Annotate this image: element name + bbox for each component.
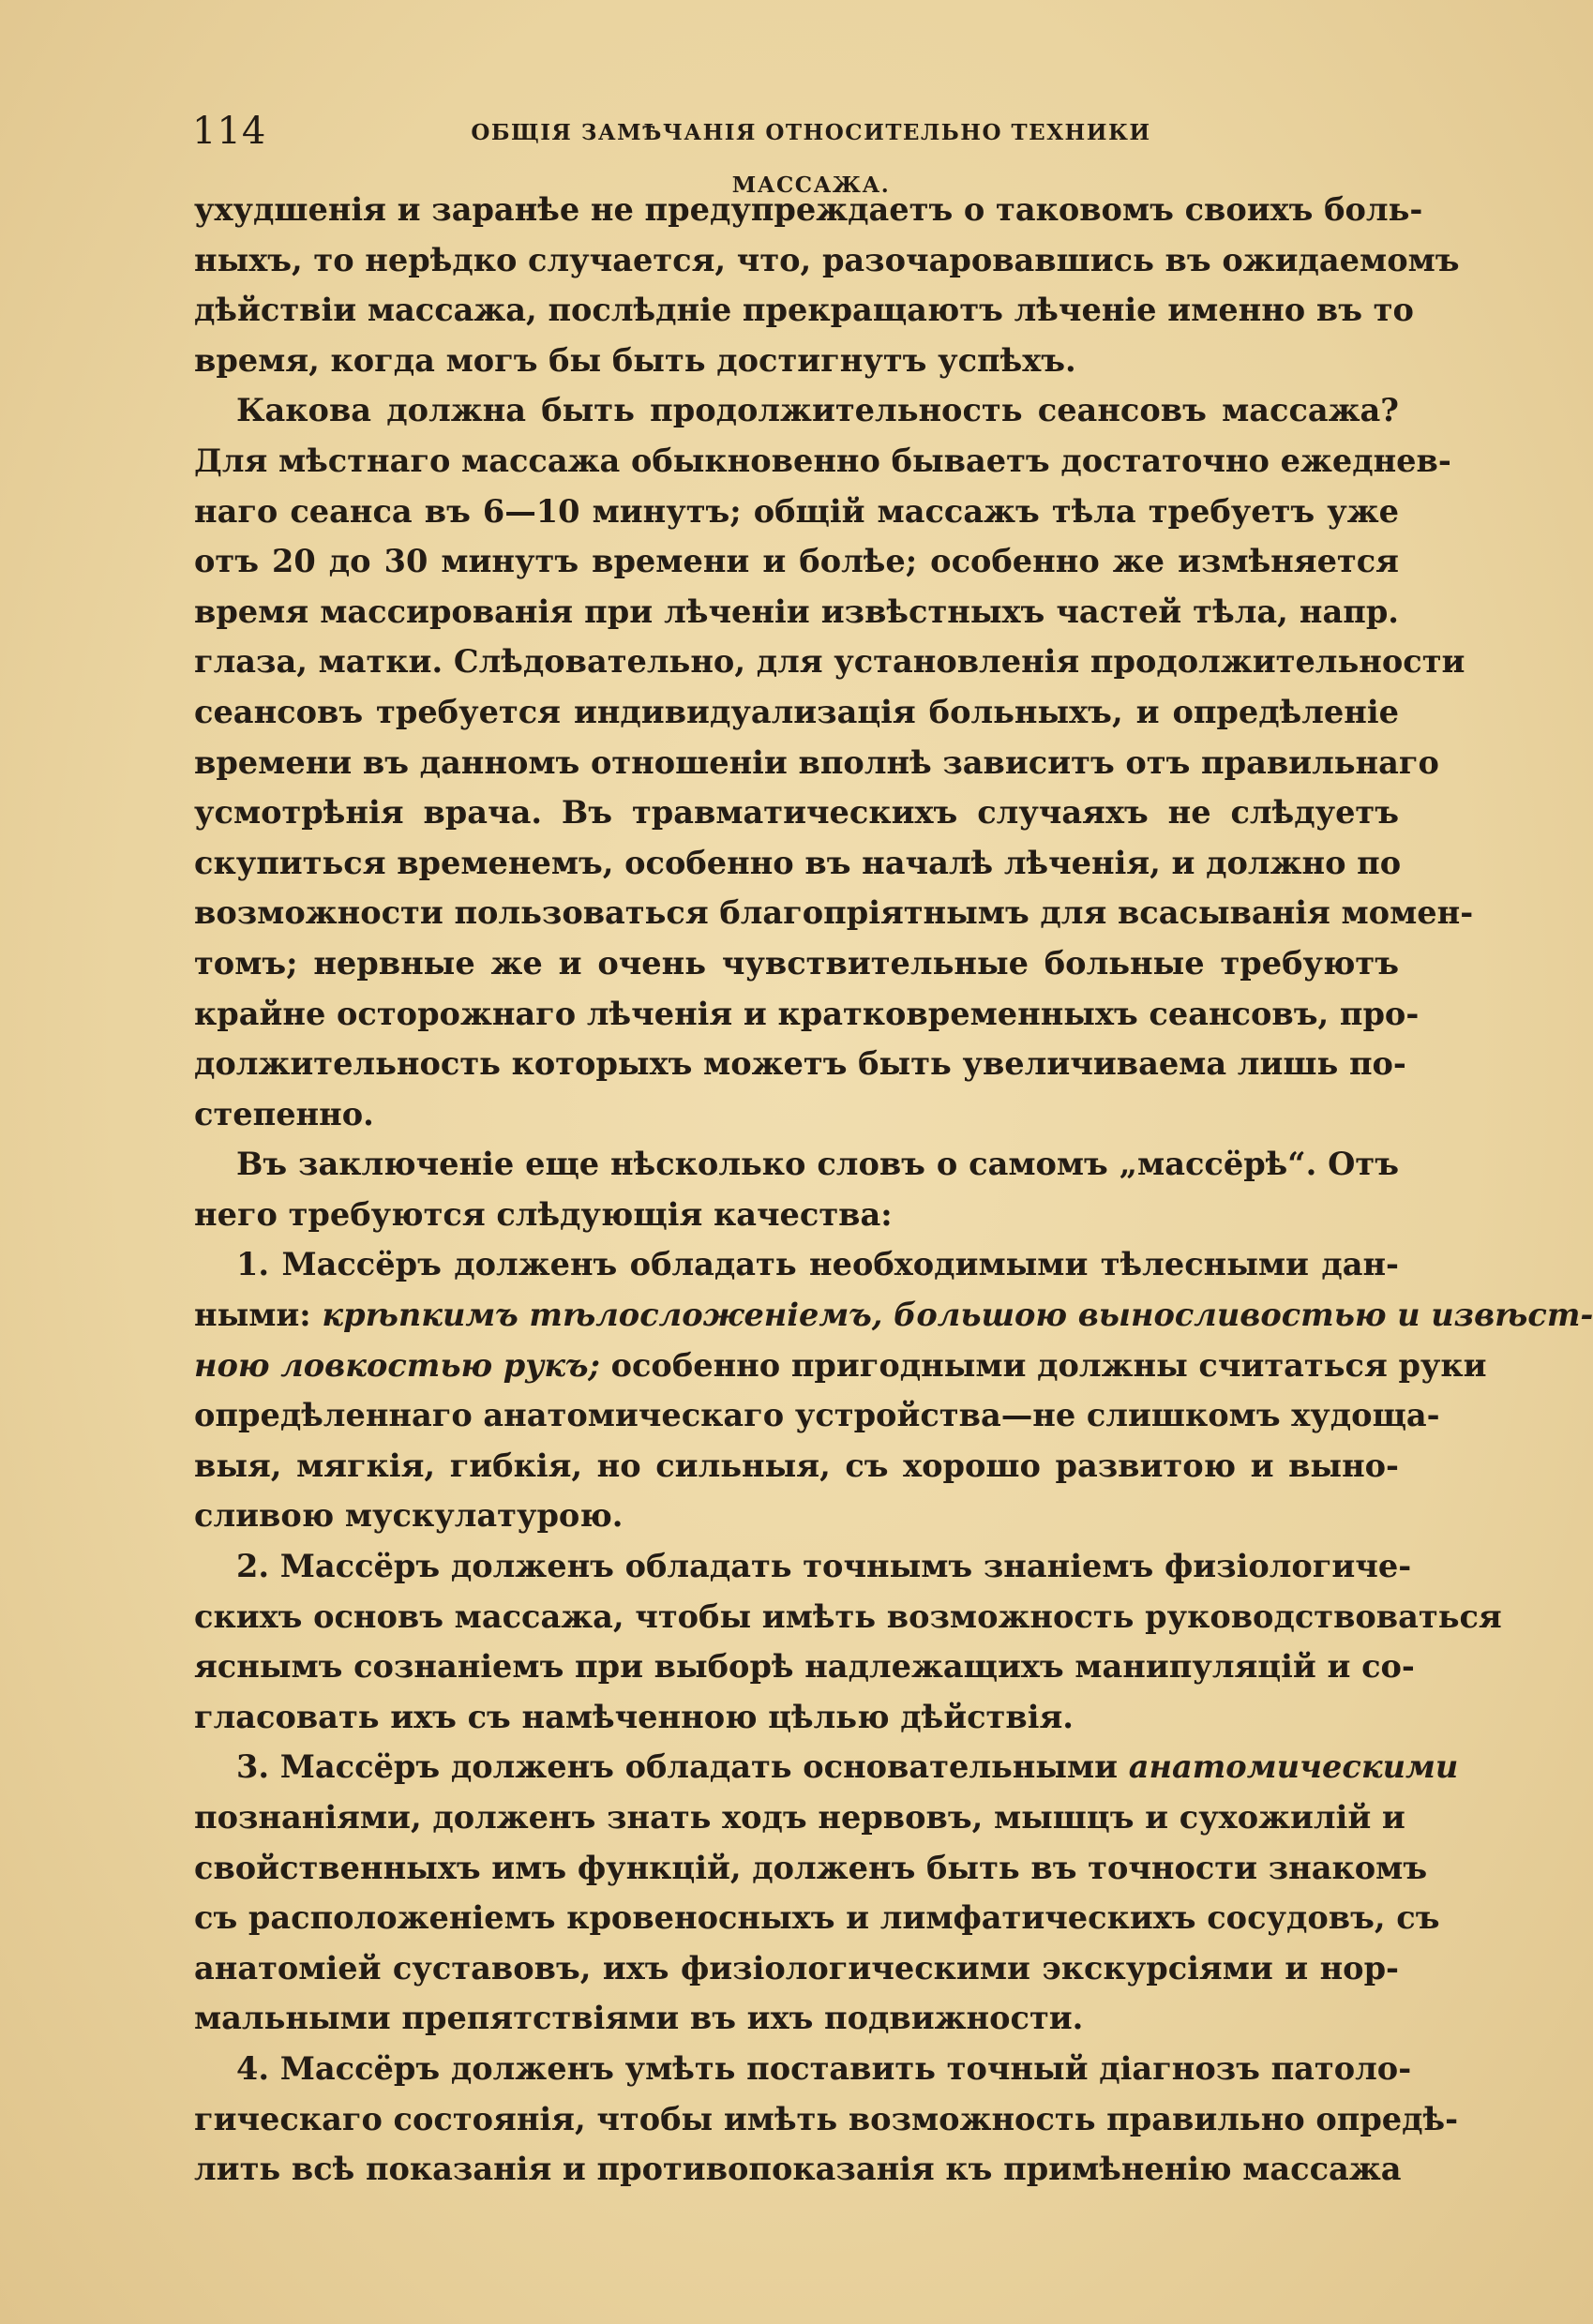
text-line: томъ; нервные же и очень чувствительные больные требуютъ	[194, 943, 1399, 982]
text-line: сеансовъ требуется индивидуализація больныхъ, и опредѣленіе	[194, 692, 1399, 730]
text-line	[194, 1290, 1593, 1341]
text-line: 1. Массёръ долженъ обладать необходимыми тѣлесными дан-	[236, 1245, 1399, 1283]
text-line: глаза, матки. Слѣдовательно, для установленія продолжительности	[194, 642, 1465, 681]
text-line: свойственныхъ имъ функцій, долженъ быть въ точности знакомъ	[194, 1848, 1428, 1886]
text-line: Въ заключеніе еще нѣсколько словъ о самомъ „массёрѣ“. Отъ	[236, 1145, 1399, 1183]
italic-text: крѣпкимъ тѣлосложеніемъ, большою выносливостью и извѣст-	[322, 1296, 1593, 1334]
text-span: особенно пригодными должны считаться руки	[599, 1345, 1487, 1384]
running-head	[192, 103, 1397, 198]
text-line	[194, 1341, 1487, 1391]
text-line: познаніями, долженъ знать ходъ нервовъ, мышцъ и сухожилій и	[194, 1798, 1405, 1836]
text-line: скихъ основъ массажа, чтобы имѣть возможность руководствоваться	[194, 1597, 1502, 1635]
body-text	[194, 185, 1593, 2195]
text-line: выя, мягкія, гибкія, но сильныя, съ хорошо развитою и выно-	[194, 1446, 1399, 1484]
text-line: дѣйствіи массажа, послѣдніе прекращаютъ лѣченіе именно въ то	[194, 291, 1414, 329]
text-line: яснымъ сознаніемъ при выборѣ надлежащихъ манипуляцій и со-	[194, 1647, 1415, 1686]
text-line: возможности пользоваться благопріятнымъ для всасыванія момен-	[194, 893, 1474, 932]
text-line: мальными препятствіями въ ихъ подвижности.	[194, 1999, 1084, 2037]
text-line: гласовать ихъ съ намѣченною цѣлью дѣйствія.	[194, 1697, 1074, 1735]
text-line: усмотрѣнія врача. Въ травматическихъ случаяхъ не слѣдуетъ	[194, 793, 1399, 832]
running-title: ОБЩІЯ ЗАМѢЧАНІЯ ОТНОСИТЕЛЬНО ТЕХНИКИ МАССАЖА.	[471, 120, 1151, 198]
text-line: крайне осторожнаго лѣченія и кратковременныхъ сеансовъ, про-	[194, 994, 1420, 1032]
text-line: него требуются слѣдующія качества:	[194, 1194, 893, 1233]
text-span: 3. Массёръ долженъ обладать основательными	[236, 1747, 1129, 1786]
italic-text: анатомическими	[1128, 1747, 1459, 1786]
text-line: лить всѣ показанія и противопоказанія къ примѣненію массажа	[194, 2150, 1402, 2188]
text-span: ными:	[194, 1296, 323, 1334]
text-line: анатоміей суставовъ, ихъ физіологическими экскурсіями и нор-	[194, 1948, 1399, 1987]
text-line: отъ 20 до 30 минутъ времени и болѣе; особенно же измѣняется	[194, 542, 1399, 580]
text-line: гическаго состоянія, чтобы имѣть возможность правильно опредѣ-	[194, 2099, 1459, 2137]
text-line: 4. Массёръ долженъ умѣть поставить точный діагнозъ патоло-	[236, 2048, 1412, 2087]
page-number: 114	[192, 110, 267, 153]
text-line: съ расположеніемъ кровеносныхъ и лимфатическихъ сосудовъ, съ	[194, 1898, 1440, 1937]
text-line: степенно.	[194, 1094, 374, 1132]
text-line: опредѣленнаго анатомическаго устройства—не слишкомъ худоща-	[194, 1396, 1440, 1434]
text-line: ухудшенія и заранѣе не предупреждаетъ о таковомъ своихъ боль-	[194, 190, 1423, 228]
text-line: должительность которыхъ можетъ быть увеличиваема лишь по-	[194, 1044, 1406, 1083]
text-line: ныхъ, то нерѣдко случается, что, разочаровавшись въ ожидаемомъ	[194, 240, 1460, 278]
text-line: наго сеанса въ 6—10 минутъ; общій массажъ тѣла требуетъ уже	[194, 491, 1399, 530]
text-line: Какова должна быть продолжительность сеансовъ массажа?	[236, 391, 1399, 429]
italic-text: ною ловкостью рукъ;	[194, 1345, 600, 1384]
text-line: скупиться временемъ, особенно въ началѣ лѣченія, и должно по	[194, 843, 1402, 881]
text-line: сливою мускулатурою.	[194, 1496, 624, 1535]
text-line: времени въ данномъ отношеніи вполнѣ зависитъ отъ правильнаго	[194, 742, 1439, 781]
text-line: время массированія при лѣченіи извѣстныхъ частей тѣла, напр.	[194, 592, 1399, 630]
text-line: 2. Массёръ долженъ обладать точнымъ знаніемъ физіологиче-	[236, 1547, 1412, 1585]
text-line	[194, 1742, 1459, 1792]
text-line: время, когда могъ бы быть достигнутъ успѣхъ.	[194, 340, 1076, 379]
text-line: Для мѣстнаго массажа обыкновенно бываетъ достаточно ежеднев-	[194, 441, 1451, 479]
